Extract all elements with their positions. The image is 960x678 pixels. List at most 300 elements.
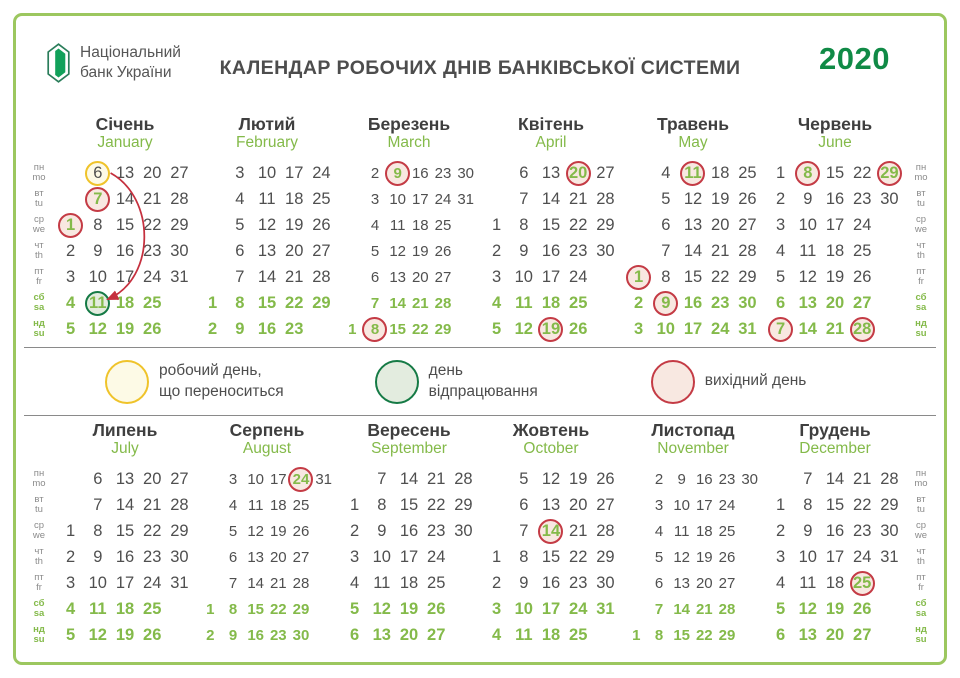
day-number: 17: [269, 470, 287, 488]
day-cell: [510, 160, 537, 186]
day-cell: [648, 466, 671, 492]
day-cell: [222, 544, 245, 570]
day-cell: [849, 290, 876, 316]
day-number: 12: [372, 599, 391, 618]
day-number: 31: [170, 573, 189, 592]
day-cell: [368, 466, 395, 492]
day-cell: [693, 596, 716, 622]
month-name-en: February: [235, 134, 299, 152]
day-cell: [364, 316, 387, 342]
day-number: 12: [541, 469, 561, 488]
day-cell: [290, 570, 313, 596]
day-cell: [308, 290, 335, 316]
day-number: 19: [825, 267, 845, 286]
day-number: 5: [519, 469, 529, 488]
day-number: 9: [393, 164, 402, 182]
day-number: 4: [654, 522, 664, 540]
dow-label-en: fr: [36, 582, 42, 593]
day-number: 13: [115, 469, 135, 488]
day-cell: [565, 212, 592, 238]
day-number: 1: [634, 267, 644, 286]
day-cell: [166, 238, 193, 264]
month-july: [54, 420, 196, 648]
day-cell: [483, 518, 510, 544]
day-cell: [716, 518, 739, 544]
month-title: [625, 114, 761, 154]
day-number: 15: [389, 320, 406, 338]
dow-label-su: [906, 622, 936, 648]
day-number: 16: [825, 189, 845, 208]
legend-label: [429, 361, 538, 401]
day-cell: [670, 622, 693, 648]
day-cell: [625, 492, 648, 518]
dow-label-uk: чт: [916, 546, 926, 558]
day-number: 26: [718, 548, 736, 566]
holiday-circle-red: [538, 317, 563, 342]
day-number: 15: [115, 521, 135, 540]
day-number: 8: [235, 293, 245, 312]
day-number: 8: [93, 215, 103, 234]
day-cell: [876, 596, 903, 622]
day-cell: [876, 160, 903, 186]
day-number: 14: [115, 495, 135, 514]
holiday-circle-red: [538, 519, 563, 544]
day-number: 10: [372, 547, 391, 566]
day-number: 2: [208, 319, 218, 338]
dow-label-uk: сб: [915, 598, 927, 610]
day-cell: [409, 186, 432, 212]
day-number: 22: [569, 547, 588, 566]
day-number: 28: [170, 189, 189, 208]
day-number: 10: [257, 163, 277, 182]
day-number: 13: [798, 625, 817, 644]
day-cell: [592, 212, 619, 238]
day-cell: [199, 238, 226, 264]
day-number: 3: [66, 267, 76, 286]
day-cell: [652, 264, 679, 290]
day-cell: [716, 596, 739, 622]
day-number: 11: [373, 573, 391, 592]
day-cell: [199, 544, 222, 570]
day-number: 26: [569, 319, 588, 338]
day-cell: [312, 466, 335, 492]
day-cell: [679, 316, 706, 342]
day-number: 15: [825, 495, 845, 514]
day-number: 17: [695, 496, 713, 514]
day-cell: [312, 492, 335, 518]
month-name-uk: Березень: [367, 114, 451, 134]
day-cell: [707, 290, 734, 316]
day-cell: [625, 290, 652, 316]
day-number: 5: [66, 319, 76, 338]
day-cell: [454, 316, 477, 342]
day-cell: [510, 186, 537, 212]
day-cell: [267, 622, 290, 648]
dow-label-uk: ср: [33, 520, 45, 532]
day-cell: [368, 596, 395, 622]
legend-item-transferred-workday: [110, 360, 284, 404]
day-number: 4: [66, 599, 76, 618]
day-number: 8: [519, 547, 529, 566]
dow-label-uk: пн: [33, 162, 45, 174]
day-cell: [592, 544, 619, 570]
day-number: 24: [569, 599, 588, 618]
holiday-circle-red: [85, 187, 110, 212]
day-number: 13: [541, 495, 561, 514]
day-cell: [738, 596, 761, 622]
day-cell: [111, 596, 138, 622]
day-number: 26: [853, 267, 872, 286]
day-number: 29: [880, 495, 899, 514]
day-number: 6: [654, 574, 664, 592]
day-number: 26: [292, 522, 310, 540]
day-number: 20: [143, 469, 162, 488]
dow-label-sa: [24, 596, 54, 622]
day-cell: [199, 264, 226, 290]
dow-label-uk: вт: [916, 188, 926, 200]
day-number: 18: [825, 241, 845, 260]
day-cell: [738, 518, 761, 544]
day-cell: [386, 264, 409, 290]
day-number: 16: [411, 164, 429, 182]
day-number: 31: [738, 319, 757, 338]
day-number: 16: [683, 293, 703, 312]
day-cell: [592, 160, 619, 186]
day-number: 29: [292, 600, 310, 618]
day-cell: [794, 596, 821, 622]
nbu-logo-line1: Національний: [80, 44, 181, 62]
day-number: 19: [411, 242, 429, 260]
day-cell: [794, 212, 821, 238]
day-cell: [625, 544, 648, 570]
day-cell: [767, 518, 794, 544]
day-cell: [794, 544, 821, 570]
dow-spacer: [24, 114, 54, 160]
day-number: 19: [115, 625, 135, 644]
day-number: 25: [292, 496, 310, 514]
day-number: 19: [541, 319, 561, 338]
day-number: 11: [247, 496, 264, 514]
day-number: 25: [738, 163, 757, 182]
day-cell: [423, 570, 450, 596]
day-number: 26: [596, 469, 615, 488]
day-number: 12: [683, 189, 703, 208]
day-cell: [707, 212, 734, 238]
day-number: 29: [312, 293, 331, 312]
day-cell: [821, 212, 848, 238]
day-cell: [57, 290, 84, 316]
day-number: 30: [738, 293, 757, 312]
day-cell: [876, 466, 903, 492]
dow-label-en: we: [914, 530, 928, 541]
day-number: 22: [143, 521, 162, 540]
month-name-uk: Лютий: [238, 114, 296, 134]
day-cell: [166, 290, 193, 316]
day-cell: [199, 212, 226, 238]
day-cell: [166, 264, 193, 290]
day-cell: [454, 212, 477, 238]
month-name-uk: Травень: [656, 114, 730, 134]
day-number: 17: [825, 215, 845, 234]
day-number: 15: [825, 163, 845, 182]
day-number: 29: [596, 547, 615, 566]
month-title: [625, 420, 761, 460]
day-cell: [767, 212, 794, 238]
day-cell: [222, 570, 245, 596]
day-cell: [821, 316, 848, 342]
day-cell: [510, 290, 537, 316]
day-cell: [537, 264, 564, 290]
day-cell: [364, 264, 387, 290]
day-cell: [592, 596, 619, 622]
day-cell: [738, 622, 761, 648]
dow-label-uk: вт: [916, 494, 926, 506]
day-cell: [565, 186, 592, 212]
day-number: 24: [143, 573, 162, 592]
day-number: 12: [247, 522, 264, 540]
day-cell: [794, 316, 821, 342]
day-number: 28: [170, 495, 189, 514]
day-cell: [652, 238, 679, 264]
dow-label-su: [24, 316, 54, 342]
day-cell: [625, 622, 648, 648]
day-cell: [510, 212, 537, 238]
day-number: 20: [143, 163, 162, 182]
day-cell: [670, 570, 693, 596]
day-cell: [450, 518, 477, 544]
day-number: 7: [519, 521, 529, 540]
day-cell: [409, 212, 432, 238]
day-cell: [821, 544, 848, 570]
day-number: 8: [377, 495, 387, 514]
day-number: 19: [711, 189, 730, 208]
day-number: 23: [853, 521, 872, 540]
day-number: 30: [596, 573, 615, 592]
day-number: 17: [399, 547, 419, 566]
day-cell: [111, 264, 138, 290]
day-number: 6: [370, 268, 380, 286]
day-cell: [395, 596, 422, 622]
day-cell: [679, 238, 706, 264]
day-number: 23: [427, 521, 446, 540]
month-january: [54, 114, 196, 342]
day-cell: [222, 518, 245, 544]
calendar-second-half: [24, 420, 936, 648]
day-number: 15: [683, 267, 703, 286]
day-cell: [226, 264, 253, 290]
day-cell: [625, 212, 652, 238]
day-cell: [565, 290, 592, 316]
day-cell: [679, 264, 706, 290]
dow-label-uk: чт: [34, 546, 44, 558]
dow-label-mo: [906, 466, 936, 492]
day-number: 18: [115, 293, 135, 312]
day-cell: [111, 492, 138, 518]
day-cell: [290, 544, 313, 570]
day-number: 25: [143, 293, 162, 312]
day-cell: [222, 596, 245, 622]
day-number: 10: [798, 215, 817, 234]
day-cell: [821, 186, 848, 212]
day-cell: [625, 596, 648, 622]
day-cell: [693, 622, 716, 648]
month-name-uk: Жовтень: [512, 420, 590, 440]
day-cell: [738, 492, 761, 518]
day-cell: [592, 466, 619, 492]
day-cell: [199, 518, 222, 544]
day-cell: [57, 570, 84, 596]
month-grid: [341, 466, 477, 648]
day-number: 24: [312, 163, 331, 182]
day-cell: [199, 492, 222, 518]
day-cell: [794, 492, 821, 518]
day-cell: [244, 596, 267, 622]
day-cell: [510, 570, 537, 596]
day-number: 15: [115, 215, 135, 234]
day-cell: [341, 264, 364, 290]
day-number: 2: [492, 241, 502, 260]
day-cell: [341, 316, 364, 342]
calendar-first-half: [24, 114, 936, 342]
day-cell: [537, 186, 564, 212]
day-number: 12: [673, 548, 690, 566]
day-cell: [253, 290, 280, 316]
day-number: 28: [880, 469, 899, 488]
day-number: 18: [825, 573, 845, 592]
day-cell: [364, 212, 387, 238]
day-number: 5: [654, 548, 664, 566]
dow-label-uk: нд: [915, 318, 927, 330]
day-cell: [368, 544, 395, 570]
dow-label-tu: [24, 186, 54, 212]
day-cell: [648, 570, 671, 596]
day-cell: [368, 622, 395, 648]
dow-label-uk: пт: [916, 572, 926, 584]
day-cell: [707, 186, 734, 212]
month-grid: [625, 160, 761, 342]
day-number: 31: [880, 547, 899, 566]
day-number: 31: [170, 267, 189, 286]
day-number: 21: [695, 600, 713, 618]
month-title: [199, 114, 335, 154]
day-number: 18: [711, 163, 730, 182]
day-cell: [454, 238, 477, 264]
day-number: 12: [88, 625, 107, 644]
day-cell: [57, 238, 84, 264]
day-number: 14: [673, 600, 690, 618]
day-number: 24: [718, 496, 736, 514]
month-grid: [199, 160, 335, 342]
day-number: 22: [269, 600, 287, 618]
day-cell: [510, 596, 537, 622]
day-cell: [794, 466, 821, 492]
dow-label-tu: [24, 492, 54, 518]
month-november: [622, 420, 764, 648]
day-cell: [652, 212, 679, 238]
day-cell: [166, 316, 193, 342]
day-cell: [537, 596, 564, 622]
dow-label-uk: пн: [915, 162, 927, 174]
day-number: 21: [427, 469, 446, 488]
day-cell: [450, 622, 477, 648]
day-number: 7: [228, 574, 238, 592]
dow-label-uk: вт: [34, 494, 44, 506]
day-cell: [849, 186, 876, 212]
day-number: 13: [372, 625, 391, 644]
day-cell: [849, 238, 876, 264]
day-number: 21: [853, 469, 872, 488]
day-number: 20: [569, 495, 588, 514]
day-cell: [341, 238, 364, 264]
day-number: 2: [776, 189, 786, 208]
day-cell: [308, 160, 335, 186]
holiday-circle-yellow: [85, 161, 110, 186]
day-number: 10: [88, 573, 107, 592]
day-number: 8: [228, 600, 238, 618]
day-number: 30: [596, 241, 615, 260]
day-cell: [139, 316, 166, 342]
day-number: 8: [803, 163, 813, 182]
day-number: 29: [738, 267, 757, 286]
day-cell: [716, 492, 739, 518]
day-number: 9: [228, 626, 238, 644]
day-cell: [409, 238, 432, 264]
day-cell: [111, 466, 138, 492]
day-cell: [849, 570, 876, 596]
day-cell: [767, 544, 794, 570]
day-number: 20: [711, 215, 730, 234]
day-cell: [483, 238, 510, 264]
day-cell: [670, 492, 693, 518]
dow-label-en: sa: [33, 608, 45, 619]
day-number: 16: [115, 241, 135, 260]
month-title: [199, 420, 335, 460]
day-cell: [510, 316, 537, 342]
holiday-circle-red: [768, 317, 793, 342]
dow-label-uk: пн: [33, 468, 45, 480]
day-number: 18: [269, 496, 287, 514]
month-title: [341, 114, 477, 154]
day-cell: [166, 212, 193, 238]
day-cell: [652, 290, 679, 316]
day-cell: [648, 596, 671, 622]
day-number: 4: [228, 496, 238, 514]
day-cell: [483, 290, 510, 316]
day-cell: [432, 160, 455, 186]
day-cell: [648, 492, 671, 518]
day-cell: [693, 544, 716, 570]
day-cell: [308, 238, 335, 264]
day-cell: [57, 518, 84, 544]
dow-label-uk: пт: [916, 266, 926, 278]
day-cell: [244, 518, 267, 544]
day-cell: [679, 212, 706, 238]
day-cell: [226, 238, 253, 264]
day-cell: [166, 518, 193, 544]
day-cell: [565, 492, 592, 518]
day-cell: [199, 622, 222, 648]
day-number: 22: [711, 267, 730, 286]
month-name-uk: Січень: [95, 114, 155, 134]
month-name-en: November: [657, 440, 729, 458]
day-cell: [57, 264, 84, 290]
day-number: 14: [247, 574, 264, 592]
day-number: 5: [228, 522, 238, 540]
day-number: 13: [257, 241, 277, 260]
day-cell: [537, 316, 564, 342]
day-number: 25: [569, 625, 588, 644]
day-cell: [84, 290, 111, 316]
